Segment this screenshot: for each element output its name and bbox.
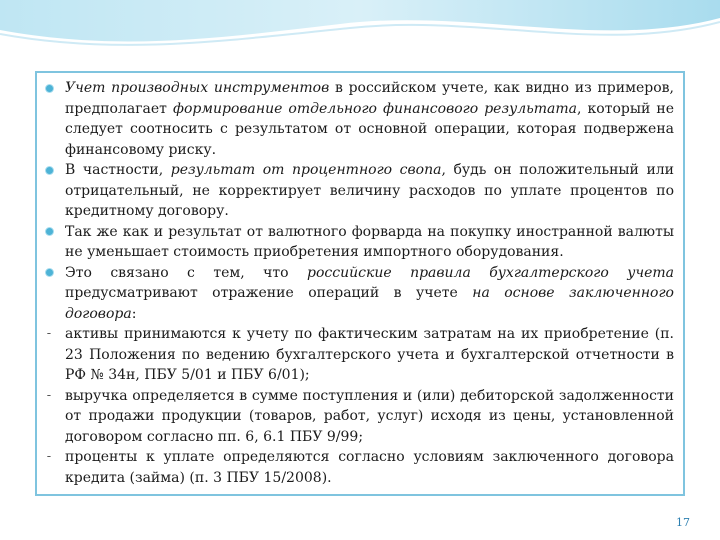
dash-marker-icon: - <box>46 326 52 341</box>
dash-item <box>42 386 674 448</box>
page-number: 17 <box>676 516 690 529</box>
dash-item <box>42 447 674 488</box>
body-text: В частности, <box>65 162 171 178</box>
body-text: предусматривают отражение операций в учете <box>65 285 473 301</box>
bullet-dot-icon <box>42 78 56 98</box>
body-text: , будь он положительный или отрицательный, не корректирует величину расходов по уплате процентов по кредитному договору. <box>65 162 675 219</box>
bullet-dot-icon <box>42 222 56 242</box>
bullet-item <box>42 160 674 222</box>
emphasis-text: результат от процентного свопа <box>170 162 442 178</box>
body-text: Это связано с тем, что <box>65 264 308 281</box>
body-text: проценты к уплате определяются согласно условиям заключенного договора кредита (займа) (п. 3 ПБУ 15/2008). <box>65 449 674 486</box>
decorative-top-wave <box>0 0 720 60</box>
body-text: , который не следует соотносить с результатом от основной операции, которая подвержена финансовому риску. <box>65 100 674 158</box>
body-text: в российском учете, как видно из примеров, предполагает <box>65 80 674 117</box>
dash-item <box>42 324 674 386</box>
bullet-item <box>42 222 674 263</box>
emphasis-text: формирование отдельного финансового результата <box>172 100 578 117</box>
body-text: выручка определяется в сумме поступления и (или) дебиторской задолженности от продажи продукции (товаров, работ, услуг) исходя из цены, установленной договором согласно пп. 6, 6.1 ПБУ 9/99; <box>65 387 674 445</box>
bullet-dot-icon <box>42 160 56 180</box>
emphasis-text: российские правила бухгалтерского учета <box>307 264 674 281</box>
dash-marker-icon: - <box>46 387 52 403</box>
emphasis-text: на основе заключенного договора <box>65 285 674 322</box>
bullet-list <box>42 78 674 488</box>
dash-marker-icon: - <box>46 449 52 464</box>
body-text: Так же как и результат от валютного форварда на покупку иностранной валюты не уменьшает стоимость приобретения импортного оборудования. <box>65 223 674 260</box>
bullet-dot-icon <box>42 263 56 283</box>
body-text: активы принимаются к учету по фактическим затратам на их приобретение (п. 23 Положения по ведению бухгалтерского учета и бухгалтерской отчетности в РФ № 34н, ПБУ 5/01 и ПБУ 6/01); <box>65 326 674 383</box>
emphasis-text: Учет производных инструментов <box>65 80 330 96</box>
body-text: : <box>131 305 137 322</box>
bullet-item <box>42 78 674 160</box>
bullet-item <box>42 263 674 325</box>
